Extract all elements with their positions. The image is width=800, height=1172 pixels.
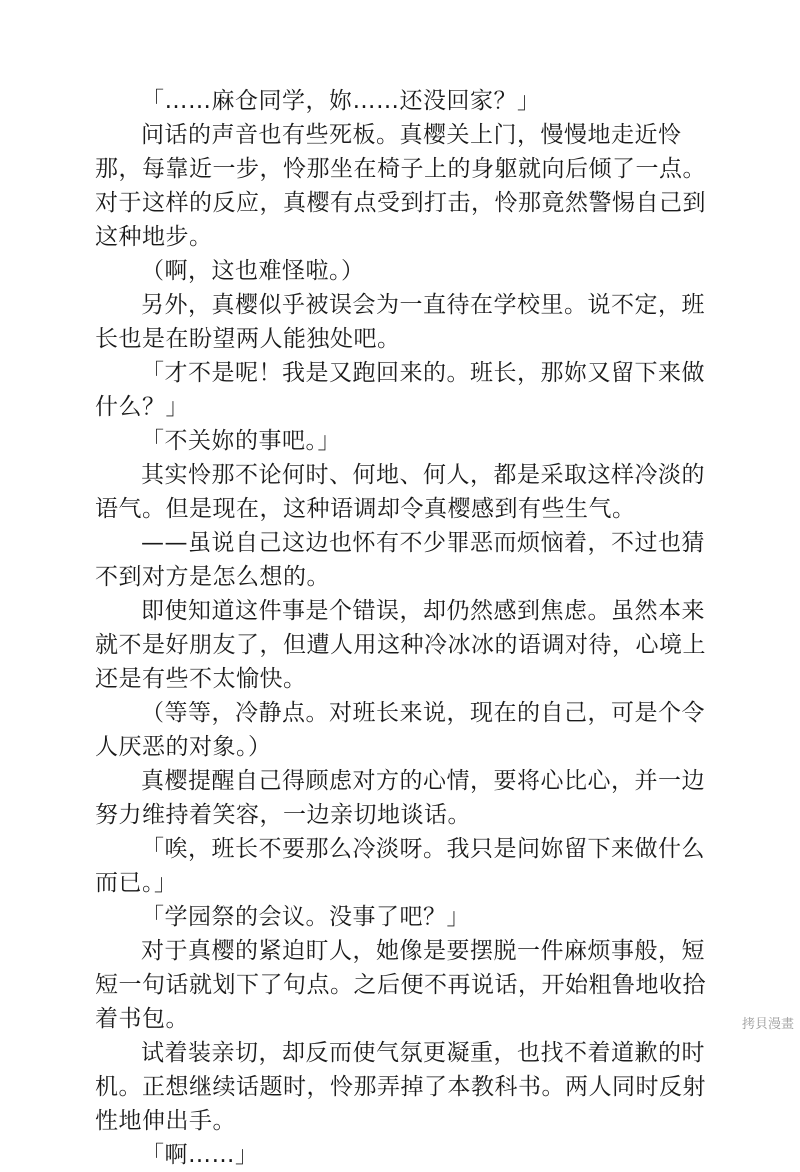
paragraph: 另外，真樱似乎被误会为一直待在学校里。说不定，班长也是在盼望两人能独处吧。	[95, 292, 705, 352]
paragraph: 问话的声音也有些死板。真樱关上门，慢慢地走近怜那，每靠近一步，怜那坐在椅子上的身躯就向后倾了一点。对于这样的反应，真樱有点受到打击，怜那竟然警惕自己到这种地步。	[95, 122, 706, 250]
paragraph: 试着装亲切，却反而使气氛更凝重，也找不着道歉的时机。正想继续话题时，怜那弄掉了本教科书。两人同时反射性地伸出手。	[95, 1040, 706, 1134]
paragraph: 「不关妳的事吧。」	[141, 428, 341, 454]
paragraph: 「学园祭的会议。没事了吧？」	[141, 904, 470, 930]
paragraph: 「唉，班长不要那么冷淡呀。我只是问妳留下来做什么而已。」	[95, 836, 705, 896]
paragraph: 「……麻仓同学，妳……还没回家？」	[141, 88, 541, 114]
document-body	[95, 84, 720, 1172]
paragraph: 其实怜那不论何时、何地、何人，都是采取这样冷淡的语气。但是现在，这种语调却令真樱感到有些生气。	[95, 462, 705, 522]
paragraph: ——虽说自己这边也怀有不少罪恶而烦恼着，不过也猜不到对方是怎么想的。	[95, 530, 705, 590]
paragraph: 即使知道这件事是个错误，却仍然感到焦虑。虽然本来就不是好朋友了，但遭人用这种冷冰冰的语调对待，心境上还是有些不太愉快。	[95, 598, 706, 692]
paragraph: 真樱提醒自己得顾虑对方的心情，要将心比心，并一边努力维持着笑容，一边亲切地谈话。	[95, 768, 705, 828]
paragraph: 「才不是呢！我是又跑回来的。班长，那妳又留下来做什么？」	[95, 360, 705, 420]
paragraph: （等等，冷静点。对班长来说，现在的自己，可是个令人厌恶的对象。）	[95, 700, 705, 760]
paragraph: （啊，这也难怪啦。）	[141, 258, 365, 284]
watermark: 拷貝漫畫	[741, 1017, 794, 1032]
paragraph: 「啊……」	[141, 1142, 259, 1168]
paragraph: 对于真樱的紧迫盯人，她像是要摆脱一件麻烦事般，短短一句话就划下了句点。之后便不再说话，开始粗鲁地收拾着书包。	[95, 938, 706, 1032]
